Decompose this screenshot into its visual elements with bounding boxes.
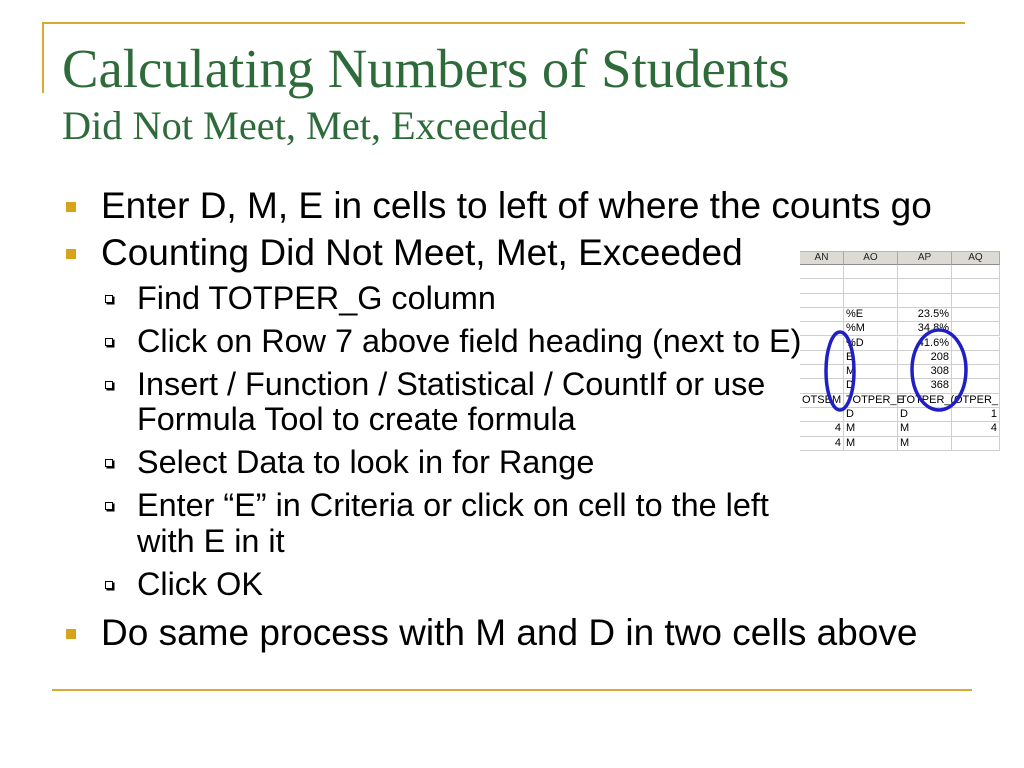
spreadsheet-cell-ao: D xyxy=(844,408,898,422)
spreadsheet-cell-aq: 1 xyxy=(952,408,1000,422)
sub-bullet-insert-function-line-2: Formula Tool to create formula xyxy=(137,401,576,437)
spreadsheet-cell-aq: 4 xyxy=(952,422,1000,436)
spreadsheet-cell-ao: D xyxy=(844,379,898,393)
spreadsheet-cell-ao: E xyxy=(844,351,898,365)
spreadsheet-cell-aq: OTPER_ xyxy=(952,394,1000,408)
sub-bullet-click-row: Click on Row 7 above field heading (next to E) xyxy=(137,323,802,359)
column-header-aq: AQ xyxy=(952,251,1000,265)
spreadsheet-cell-an: OTSEM xyxy=(800,394,844,408)
sub-bullet-select-data: Select Data to look in for Range xyxy=(137,444,595,480)
box-bullet-icon xyxy=(105,459,113,467)
sub-bullet-insert-function: Insert / Function / Statistical / CountIf or use xyxy=(137,366,766,402)
square-bullet-icon xyxy=(66,249,76,259)
spreadsheet-cell-ap: 41.6% xyxy=(898,337,952,351)
spreadsheet-cell-ap: 368 xyxy=(898,379,952,393)
spreadsheet-cell-ao: M xyxy=(844,437,898,451)
square-bullet-icon xyxy=(66,629,76,639)
spreadsheet-cell-ao: %D xyxy=(844,337,898,351)
spreadsheet-cell-ap: 23.5% xyxy=(898,308,952,322)
spreadsheet-cell-an: 4 xyxy=(800,437,844,451)
spreadsheet-cell-ap: 308 xyxy=(898,365,952,379)
sub-bullet-find-column: Find TOTPER_G column xyxy=(137,280,496,316)
box-bullet-icon xyxy=(105,502,113,510)
bullet-enter-dme: Enter D, M, E in cells to left of where the counts go xyxy=(101,185,932,226)
left-rule xyxy=(42,22,44,93)
box-bullet-icon xyxy=(105,295,113,303)
column-header-an: AN xyxy=(800,251,844,265)
sub-bullet-enter-criteria: Enter “E” in Criteria or click on cell to the left xyxy=(137,487,769,523)
spreadsheet-cell-ao: M xyxy=(844,365,898,379)
spreadsheet-cell-ap: 34.8% xyxy=(898,322,952,336)
spreadsheet-cell-an: 4 xyxy=(800,422,844,436)
column-header-ao: AO xyxy=(844,251,898,265)
highlight-ellipse-labels xyxy=(826,332,854,410)
top-rule xyxy=(42,22,965,24)
spreadsheet-cell-ap: 208 xyxy=(898,351,952,365)
column-header-ap: AP xyxy=(898,251,952,265)
spreadsheet-cell-ao: TOTPER_E xyxy=(844,394,898,408)
spreadsheet-cell-ap: M xyxy=(898,422,952,436)
bullet-do-same: Do same process with M and D in two cells above xyxy=(101,612,918,653)
slide-title: Calculating Numbers of Students xyxy=(62,38,790,99)
bottom-rule xyxy=(52,689,972,691)
highlight-ellipse-counts xyxy=(912,330,966,410)
spreadsheet-image xyxy=(800,251,1000,449)
slide-subtitle: Did Not Meet, Met, Exceeded xyxy=(62,103,548,148)
spreadsheet-cell-ap: TOTPER_( xyxy=(898,394,952,408)
spreadsheet-cell-ap: D xyxy=(898,408,952,422)
square-bullet-icon xyxy=(66,202,76,212)
box-bullet-icon xyxy=(105,581,113,589)
spreadsheet-cell-ao: M xyxy=(844,422,898,436)
sub-bullet-enter-criteria-line-2: with E in it xyxy=(137,523,285,559)
spreadsheet-cell-ao: %M xyxy=(844,322,898,336)
spreadsheet-cell-ao: %E xyxy=(844,308,898,322)
sub-bullet-click-ok: Click OK xyxy=(137,566,263,602)
box-bullet-icon xyxy=(105,381,113,389)
spreadsheet-cell-ap: M xyxy=(898,437,952,451)
highlight-overlay xyxy=(800,251,1000,445)
box-bullet-icon xyxy=(105,338,113,346)
bullet-counting: Counting Did Not Meet, Met, Exceeded xyxy=(101,232,743,273)
